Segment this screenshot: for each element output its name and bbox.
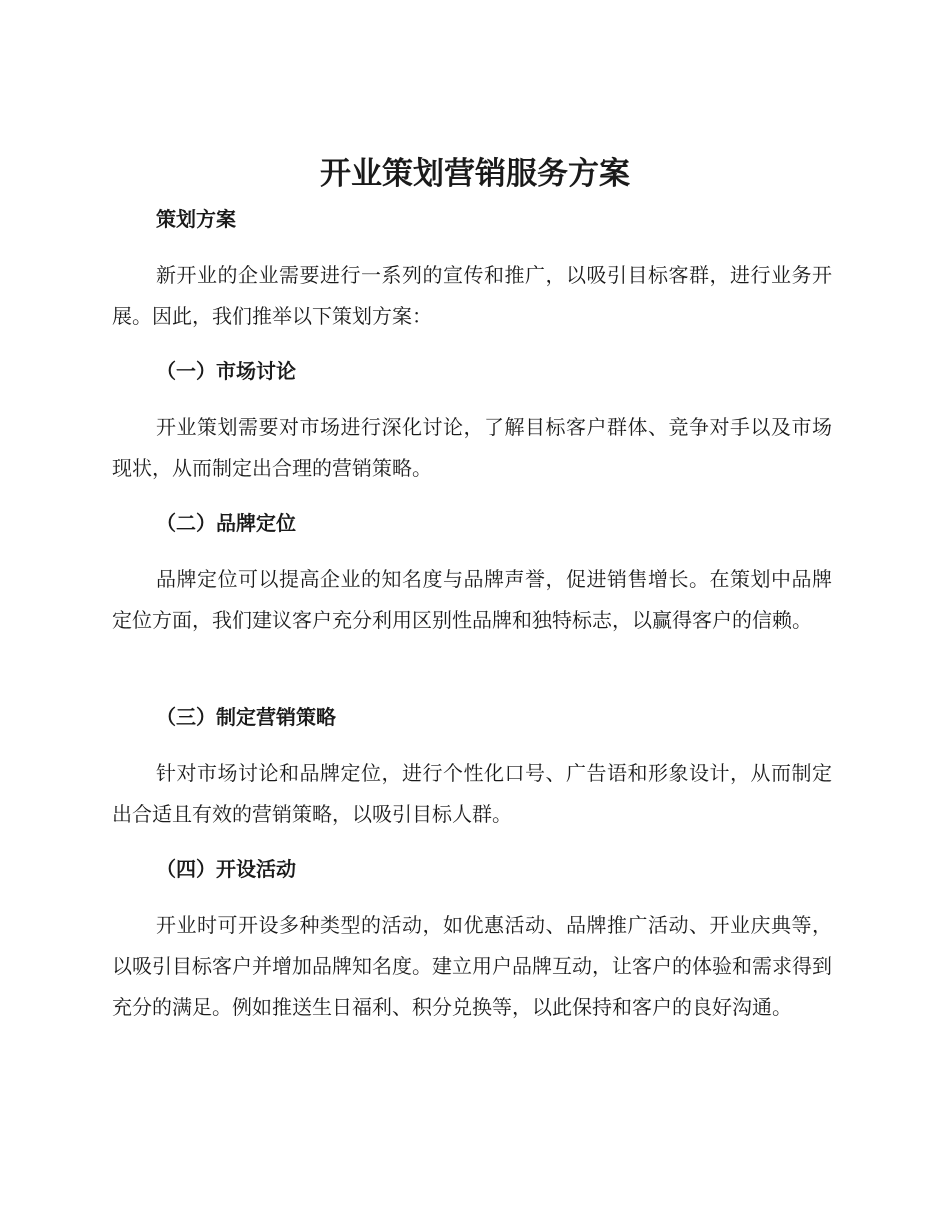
- section-heading-market: （一）市场讨论: [156, 359, 296, 383]
- section-heading-events: （四）开设活动: [156, 857, 296, 881]
- section-heading-strategy: （三）制定营销策略: [156, 705, 336, 729]
- document-title: 开业策划营销服务方案: [320, 156, 630, 192]
- section-heading-plan: 策划方案: [156, 207, 236, 231]
- section-paragraph-plan: 新开业的企业需要进行一系列的宣传和推广，以吸引目标客群，进行业务开展。因此，我们推举以下策划方案：: [112, 263, 832, 328]
- section-heading-brand: （二）品牌定位: [156, 511, 296, 535]
- section-paragraph-events: 开业时可开设多种类型的活动，如优惠活动、品牌推广活动、开业庆典等，以吸引目标客户并增加品牌知名度。建立用户品牌互动，让客户的体验和需求得到充分的满足。例如推送生日福利、积分兑换等，以此保持和客户的良好沟通。: [112, 913, 832, 1019]
- section-paragraph-brand: 品牌定位可以提高企业的知名度与品牌声誉，促进销售增长。在策划中品牌定位方面，我们建议客户充分利用区别性品牌和独特标志，以赢得客户的信赖。: [112, 567, 832, 632]
- section-paragraph-market: 开业策划需要对市场进行深化讨论，了解目标客户群体、竞争对手以及市场现状，从而制定出合理的营销策略。: [112, 415, 832, 480]
- section-paragraph-strategy: 针对市场讨论和品牌定位，进行个性化口号、广告语和形象设计，从而制定出合适且有效的营销策略，以吸引目标人群。: [112, 761, 832, 826]
